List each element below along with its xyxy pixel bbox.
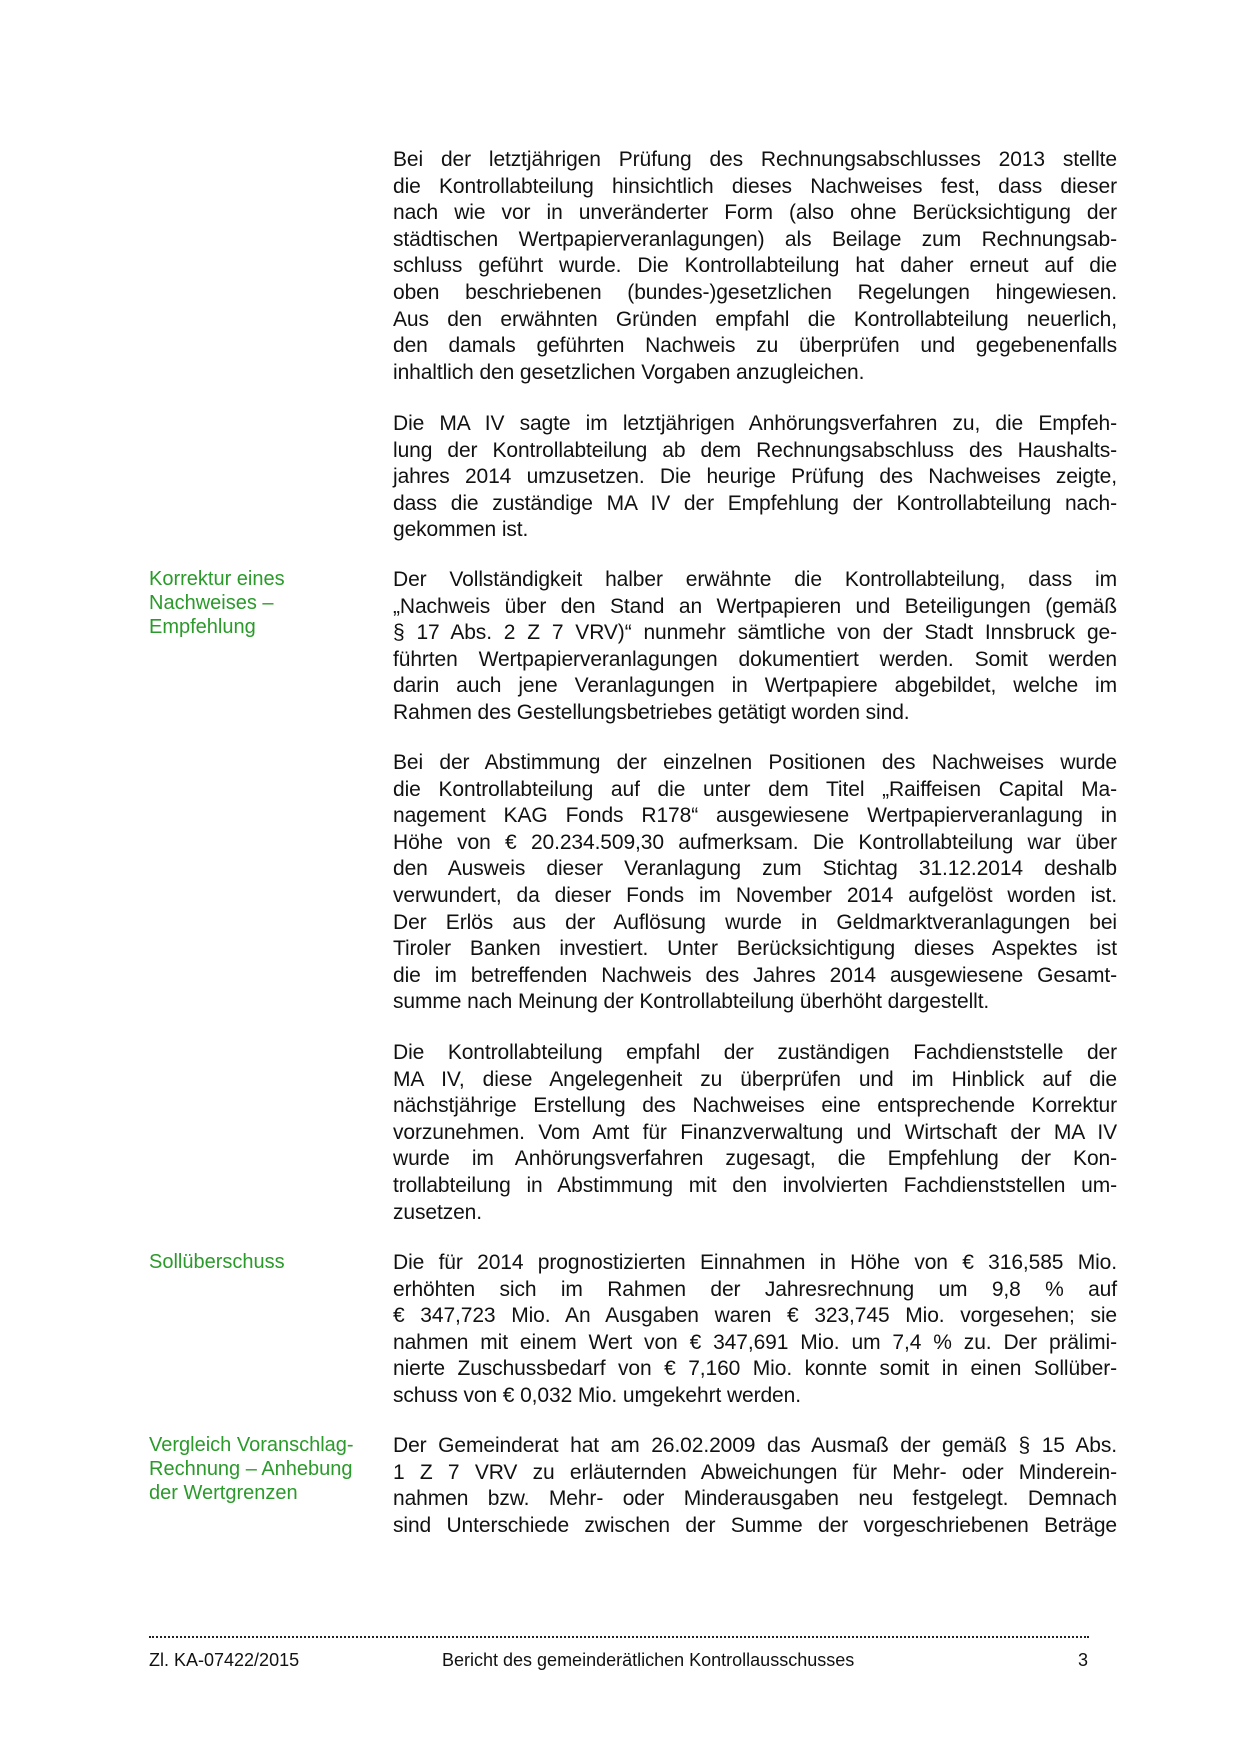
text-line: jahres 2014 umzusetzen. Die heurige Prüfung des Nachweises zeigte, — [393, 465, 1117, 489]
margin-heading-line: Vergleich Voranschlag- — [149, 1434, 354, 1456]
body-paragraph — [393, 1433, 1117, 1539]
text-line: nagement KAG Fonds R178“ ausgewiesene Wertpapierveranlagung in — [393, 804, 1117, 828]
margin-heading-line: Nachweises – — [149, 592, 274, 614]
text-line: sind Unterschiede zwischen der Summe der vorgeschriebenen Beträge — [393, 1513, 1117, 1537]
text-line: nach wie vor in unveränderter Form (also ohne Berücksichtigung der — [393, 201, 1117, 225]
text-line: die im betreffenden Nachweis des Jahres 2014 ausgewiesene Gesamt- — [393, 963, 1117, 987]
text-line: vorzunehmen. Vom Amt für Finanzverwaltung und Wirtschaft der MA IV — [393, 1120, 1117, 1144]
text-line: Die MA IV sagte im letztjährigen Anhörungsverfahren zu, die Empfeh- — [393, 412, 1117, 435]
footer-page-number: 3 — [1078, 1650, 1089, 1670]
text-line: erhöhten sich im Rahmen der Jahresrechnung um 9,8 % auf — [393, 1277, 1117, 1301]
margin-heading-line: Empfehlung — [149, 616, 256, 638]
text-line: Tiroler Banken investiert. Unter Berücksichtigung dieses Aspektes ist — [393, 937, 1117, 961]
text-line: Bei der letztjährigen Prüfung des Rechnungsabschlusses 2013 stellte — [393, 148, 1117, 171]
text-line: nahmen mit einem Wert von € 347,691 Mio. um 7,4 % zu. Der prälimi- — [393, 1330, 1117, 1354]
body-paragraph — [393, 750, 1117, 1016]
footer-reference: Zl. KA-07422/2015 — [149, 1650, 300, 1670]
text-line: verwundert, da dieser Fonds im November 2014 aufgelöst worden ist. — [393, 883, 1117, 907]
text-line: darin auch jene Veranlagungen in Wertpapiere abgebildet, welche im — [393, 674, 1117, 698]
body-paragraph — [393, 567, 1117, 727]
text-line: schluss geführt wurde. Die Kontrollabteilung hat daher erneut auf die — [393, 254, 1117, 278]
text-line: Die für 2014 prognostizierten Einnahmen in Höhe von € 316,585 Mio. — [393, 1251, 1117, 1274]
text-line: wurde im Anhörungsverfahren zugesagt, die Empfehlung der Kon- — [393, 1147, 1117, 1171]
text-line: nahmen bzw. Mehr- oder Minderausgaben neu festgelegt. Demnach — [393, 1487, 1117, 1511]
margin-heading-line: Korrektur eines — [149, 568, 285, 590]
text-line: € 347,723 Mio. An Ausgaben waren € 323,745 Mio. vorgesehen; sie — [393, 1304, 1117, 1328]
text-line: 1 Z 7 VRV zu erläuternden Abweichungen für Mehr- oder Minderein- — [393, 1460, 1117, 1484]
text-line: Der Erlös aus der Auflösung wurde in Geldmarktveranlagungen bei — [393, 910, 1117, 934]
text-line: Aus den erwähnten Gründen empfahl die Kontrollabteilung neuerlich, — [393, 307, 1117, 331]
text-line: trollabteilung in Abstimmung mit den involvierten Fachdienststellen um- — [393, 1173, 1117, 1197]
text-line: Die Kontrollabteilung empfahl der zuständigen Fachdienststelle der — [393, 1041, 1117, 1064]
footer-title: Bericht des gemeinderätlichen Kontrollausschusses — [442, 1650, 855, 1670]
text-line: nierte Zuschussbedarf von € 7,160 Mio. konnte somit in einen Sollüber- — [393, 1357, 1117, 1381]
text-line: MA IV, diese Angelegenheit zu überprüfen und im Hinblick auf die — [393, 1067, 1117, 1091]
text-line: führten Wertpapierveranlagungen dokumentiert werden. Somit werden — [393, 647, 1117, 671]
text-line: lung der Kontrollabteilung ab dem Rechnungsabschluss des Haushalts- — [393, 438, 1117, 462]
margin-heading — [149, 1433, 379, 1505]
margin-heading — [149, 567, 379, 639]
text-line: nächstjährige Erstellung des Nachweises eine entsprechende Korrektur — [393, 1094, 1117, 1118]
margin-heading — [149, 1250, 379, 1274]
body-paragraph — [393, 1250, 1117, 1410]
text-line: § 17 Abs. 2 Z 7 VRV)“ nunmehr sämtliche von der Stadt Innsbruck ge- — [393, 621, 1117, 645]
text-line: „Nachweis über den Stand an Wertpapieren und Beteiligungen (gemäß — [393, 594, 1117, 618]
text-line: inhaltlich den gesetzlichen Vorgaben anzugleichen. — [393, 360, 865, 384]
text-line: Der Gemeinderat hat am 26.02.2009 das Ausmaß der gemäß § 15 Abs. — [393, 1434, 1117, 1457]
text-line: Rahmen des Gestellungsbetriebes getätigt worden sind. — [393, 700, 910, 724]
footer-divider — [149, 1636, 1089, 1640]
text-line: summe nach Meinung der Kontrollabteilung überhöht dargestellt. — [393, 990, 990, 1014]
margin-heading-line: der Wertgrenzen — [149, 1482, 298, 1504]
text-line: dass die zuständige MA IV der Empfehlung der Kontrollabteilung nach- — [393, 491, 1117, 515]
body-paragraph — [393, 147, 1117, 386]
text-line: schuss von € 0,032 Mio. umgekehrt werden. — [393, 1383, 801, 1407]
text-line: Bei der Abstimmung der einzelnen Positionen des Nachweises wurde — [393, 751, 1117, 774]
text-line: gekommen ist. — [393, 518, 529, 542]
text-line: städtischen Wertpapierveranlagungen) als Beilage zum Rechnungsab- — [393, 227, 1117, 251]
body-paragraph — [393, 1040, 1117, 1226]
text-line: Der Vollständigkeit halber erwähnte die Kontrollabteilung, dass im — [393, 568, 1117, 591]
text-line: die Kontrollabteilung hinsichtlich dieses Nachweises fest, dass dieser — [393, 174, 1117, 198]
margin-heading-line: Rechnung – Anhebung — [149, 1458, 353, 1480]
text-line: den damals geführten Nachweis zu überprüfen und gegebenenfalls — [393, 334, 1117, 358]
text-line: die Kontrollabteilung auf die unter dem Titel „Raiffeisen Capital Ma- — [393, 777, 1117, 801]
body-paragraph — [393, 411, 1117, 544]
text-line: den Ausweis dieser Veranlagung zum Stichtag 31.12.2014 deshalb — [393, 857, 1117, 881]
text-line: Höhe von € 20.234.509,30 aufmerksam. Die Kontrollabteilung war über — [393, 830, 1117, 854]
margin-heading-line: Sollüberschuss — [149, 1251, 285, 1273]
text-line: zusetzen. — [393, 1200, 482, 1224]
text-line: oben beschriebenen (bundes-)gesetzlichen Regelungen hingewiesen. — [393, 280, 1117, 304]
